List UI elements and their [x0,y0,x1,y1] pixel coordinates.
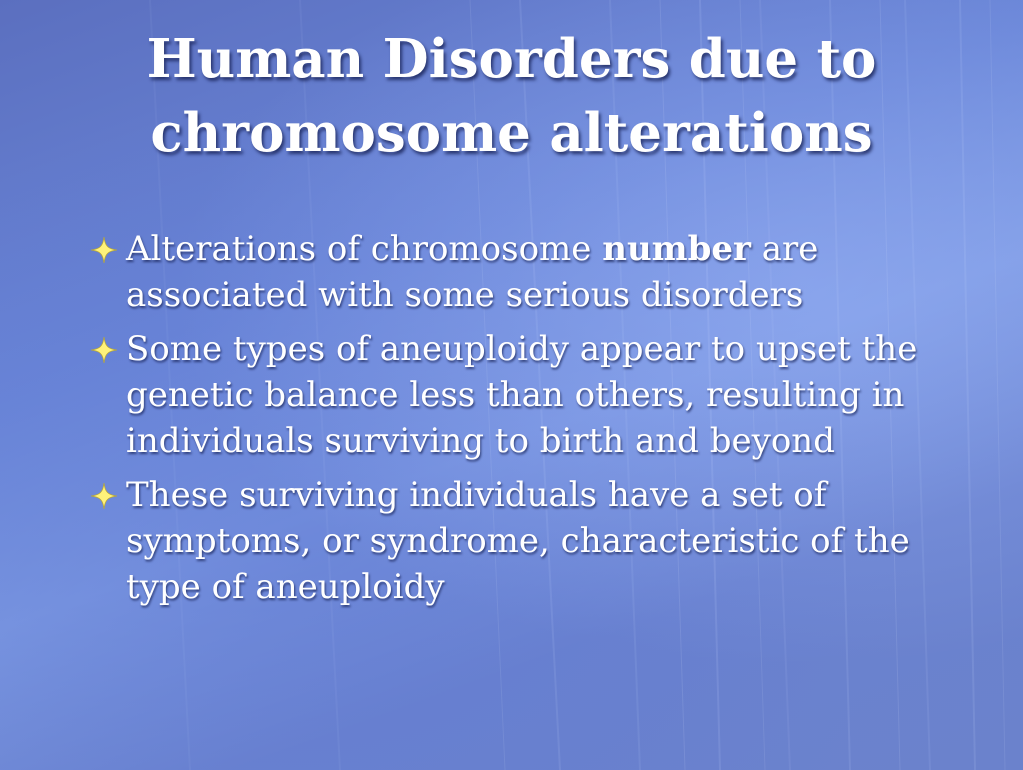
sparkle-icon [90,236,118,264]
bullet-list [90,226,940,618]
slide-title: Human Disorders due to chromosome alterations [146,28,877,164]
bullet-text-bold: number [602,229,751,269]
sparkle-icon [90,482,118,510]
bullet-text-start: Alterations of chromosome [126,229,603,269]
bullet-text-end: are associated with some serious disorders [126,229,819,315]
bullet-text: Some types of aneuploidy appear to upset the genetic balance less than others, resulting in individuals surviving to birth and beyond [126,329,918,461]
bullet-text: These surviving individuals have a set of symptoms, or syndrome, characteristic of the type of aneuploidy [126,475,910,607]
bullet-item [90,326,940,464]
bullet-item [90,226,940,318]
bullet-item [90,472,940,610]
sparkle-icon [90,336,118,364]
